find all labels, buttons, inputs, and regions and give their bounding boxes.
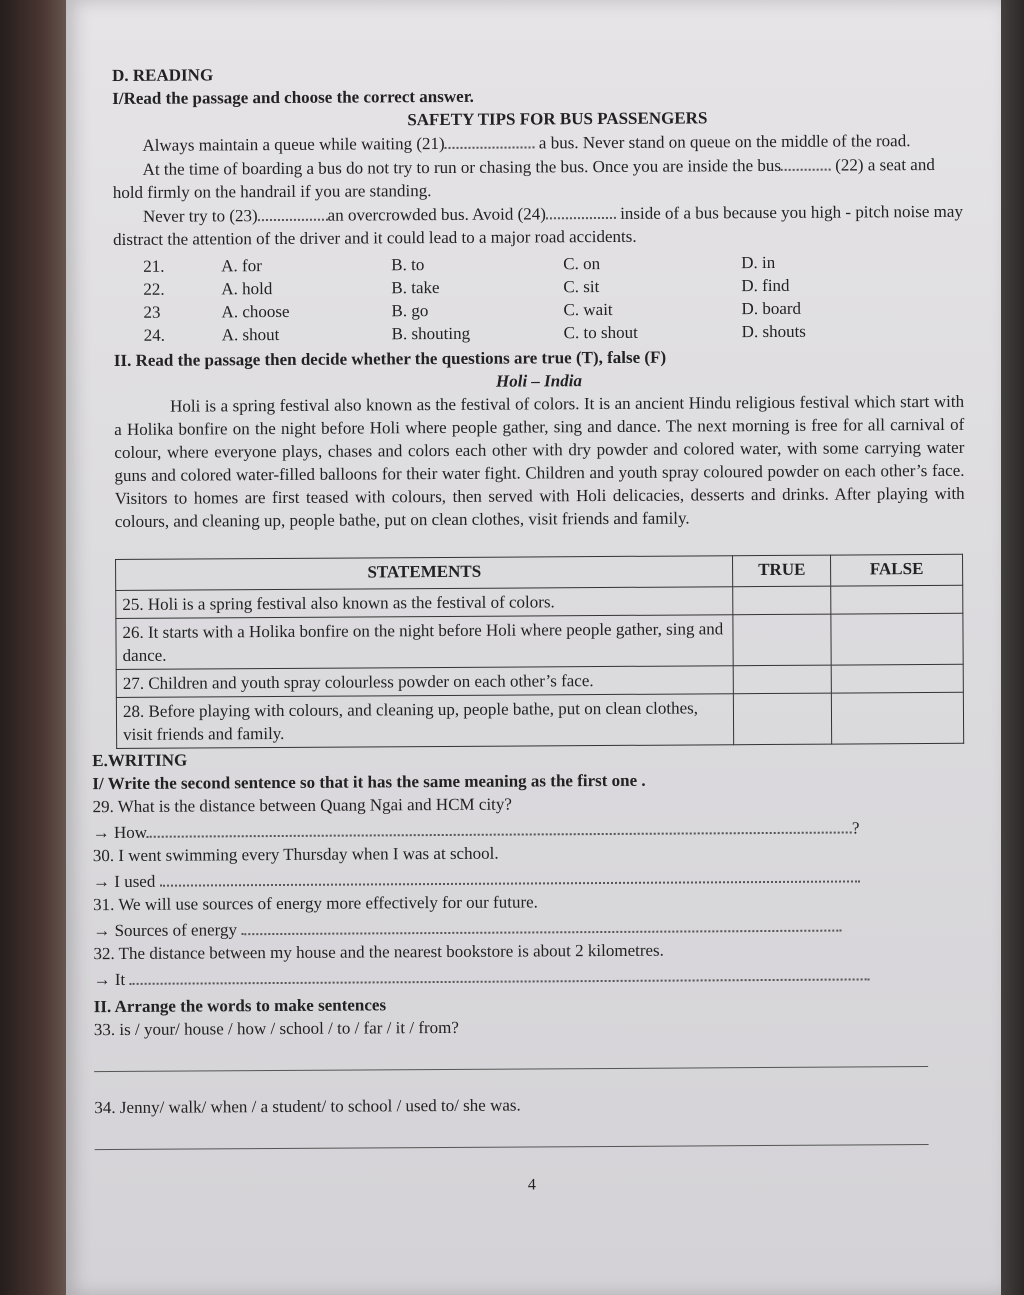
option-number: 23 <box>143 302 161 322</box>
true-cell-28[interactable] <box>734 693 832 745</box>
writing-question-29: 29. What is the distance between Quang Ngai and HCM city? <box>92 794 512 817</box>
table-header-row <box>116 554 963 590</box>
blank-24 <box>546 201 616 219</box>
option-number: 22. <box>143 279 165 299</box>
header-statements: STATEMENTS <box>116 556 734 591</box>
answer-blank-32[interactable] <box>129 962 869 985</box>
header-true: TRUE <box>733 555 831 587</box>
bus-paragraph-3: Never try to (23) an overcrowded bus. Avoid (24) inside of a bus because you high - pitch noise may distract the attention of the driver and it could lead to a major road accidents. <box>113 201 963 249</box>
true-cell-26[interactable] <box>733 614 831 666</box>
option-d: D. in <box>741 252 776 273</box>
option-b: B. go <box>391 301 429 321</box>
reading-part2-instruction: II. Read the passage then decide whether the questions are true (T), false (F) <box>113 347 667 370</box>
holi-passage: Holi is a spring festival also known as the festival of colors. It is an ancient Hindu religious festival which start with a Holika bonfire on the night before Holi where people gather, sing and dance. The next morning is free for all carnival of colour, where everyone plays, chases and colors each other with dry powder and colored water, with some carrying water guns and colored water-filled balloons for their water fight. Children and youth spray coloured powder on each other’s face. Visitors to homes are first teased with colours, then served with Holi delicacies, desserts and drinks. After playing with colours, and cleaning up, people bathe, put on clean clothes, visit friends and family. <box>114 391 965 531</box>
writing-question-31: 31. We will use sources of energy more effectively for our future. <box>93 892 538 915</box>
writing-heading: E.WRITING <box>92 750 188 771</box>
option-number: 24. <box>143 325 165 345</box>
worksheet-content <box>92 59 969 1199</box>
option-c: C. on <box>563 254 601 274</box>
page-number: 4 <box>527 1176 536 1194</box>
header-false: FALSE <box>831 554 963 586</box>
arrange-question-34: 34. Jenny/ walk/ when / a student/ to school / used to/ she was. <box>94 1095 521 1118</box>
true-cell-25[interactable] <box>733 586 831 615</box>
option-a: A. shout <box>221 324 280 345</box>
option-c: C. sit <box>563 277 600 297</box>
true-cell-27[interactable] <box>734 665 832 694</box>
statement-27: 27. Children and youth spray colourless powder on each other’s face. <box>116 666 734 698</box>
statement-25: 25. Holi is a spring festival also known as the festival of colors. <box>116 587 734 619</box>
table-row <box>116 692 963 748</box>
writing-section <box>92 744 969 1199</box>
option-c: C. to shout <box>563 322 638 343</box>
writing-answer-31[interactable]: → Sources of energy <box>93 913 967 942</box>
background-left <box>0 0 70 1295</box>
answer-blank-30[interactable] <box>159 864 859 886</box>
option-a: A. choose <box>221 301 290 322</box>
false-cell-27[interactable] <box>831 664 963 693</box>
writing-answer-32[interactable]: → It <box>94 962 968 991</box>
writing-part2-instruction: II. Arrange the words to make sentences <box>93 995 387 1017</box>
answer-blank-31[interactable] <box>241 914 841 936</box>
reading-part2-title: Holi – India <box>495 371 582 391</box>
option-a: A. for <box>221 256 262 276</box>
option-d: D. board <box>741 298 802 319</box>
writing-answer-30[interactable]: → I used <box>93 864 967 893</box>
answer-options <box>143 250 964 347</box>
option-d: D. find <box>741 275 790 296</box>
answer-blank-29[interactable] <box>147 815 852 837</box>
option-number: 21. <box>143 256 165 276</box>
option-b: B. shouting <box>391 323 471 344</box>
writing-question-32: 32. The distance between my house and the nearest bookstore is about 2 kilometres. <box>93 940 664 964</box>
blank-22 <box>781 153 831 171</box>
statement-28: 28. Before playing with colours, and cleaning up, people bathe, put on clean clothes, visit friends and family. <box>116 694 734 749</box>
reading-part1-instruction: I/Read the passage and choose the correct answer. <box>112 86 474 108</box>
writing-answer-29[interactable]: → How ? <box>93 815 967 844</box>
arrange-question-33: 33. is / your/ house / how / school / to / far / it / from? <box>93 1017 459 1040</box>
option-c: C. wait <box>563 299 613 320</box>
false-cell-25[interactable] <box>831 585 963 614</box>
option-d: D. shouts <box>741 321 806 342</box>
false-cell-26[interactable] <box>831 613 963 665</box>
writing-part1-instruction: I/ Write the second sentence so that it has the same meaning as the first one . <box>92 770 646 794</box>
table-row <box>116 613 963 669</box>
options-row-24 <box>144 319 964 347</box>
bus-paragraph-1: Always maintain a queue while waiting (21) a bus. Never stand on queue on the middle of the road. <box>142 131 911 155</box>
writing-question-30: 30. I went swimming every Thursday when I was at school. <box>92 843 499 866</box>
answer-line-33[interactable] <box>94 1042 928 1072</box>
answer-line-34[interactable] <box>94 1120 928 1150</box>
option-a: A. hold <box>221 279 273 299</box>
false-cell-28[interactable] <box>831 692 963 744</box>
bus-paragraph-2: At the time of boarding a bus do not try to run or chasing the bus. Once you are inside the bus (22) a seat and hold firmly on the handrail if you are standing. <box>113 152 963 204</box>
option-b: B. to <box>391 255 425 275</box>
blank-21 <box>445 130 535 149</box>
reading-heading: D. READING <box>112 65 214 85</box>
blank-23 <box>258 203 328 221</box>
option-b: B. take <box>391 278 440 298</box>
statement-26: 26. It starts with a Holika bonfire on the night before Holi where people gather, sing and dance. <box>116 615 734 670</box>
true-false-table <box>115 554 964 749</box>
reading-part1-title: SAFETY TIPS FOR BUS PASSENGERS <box>407 108 708 130</box>
